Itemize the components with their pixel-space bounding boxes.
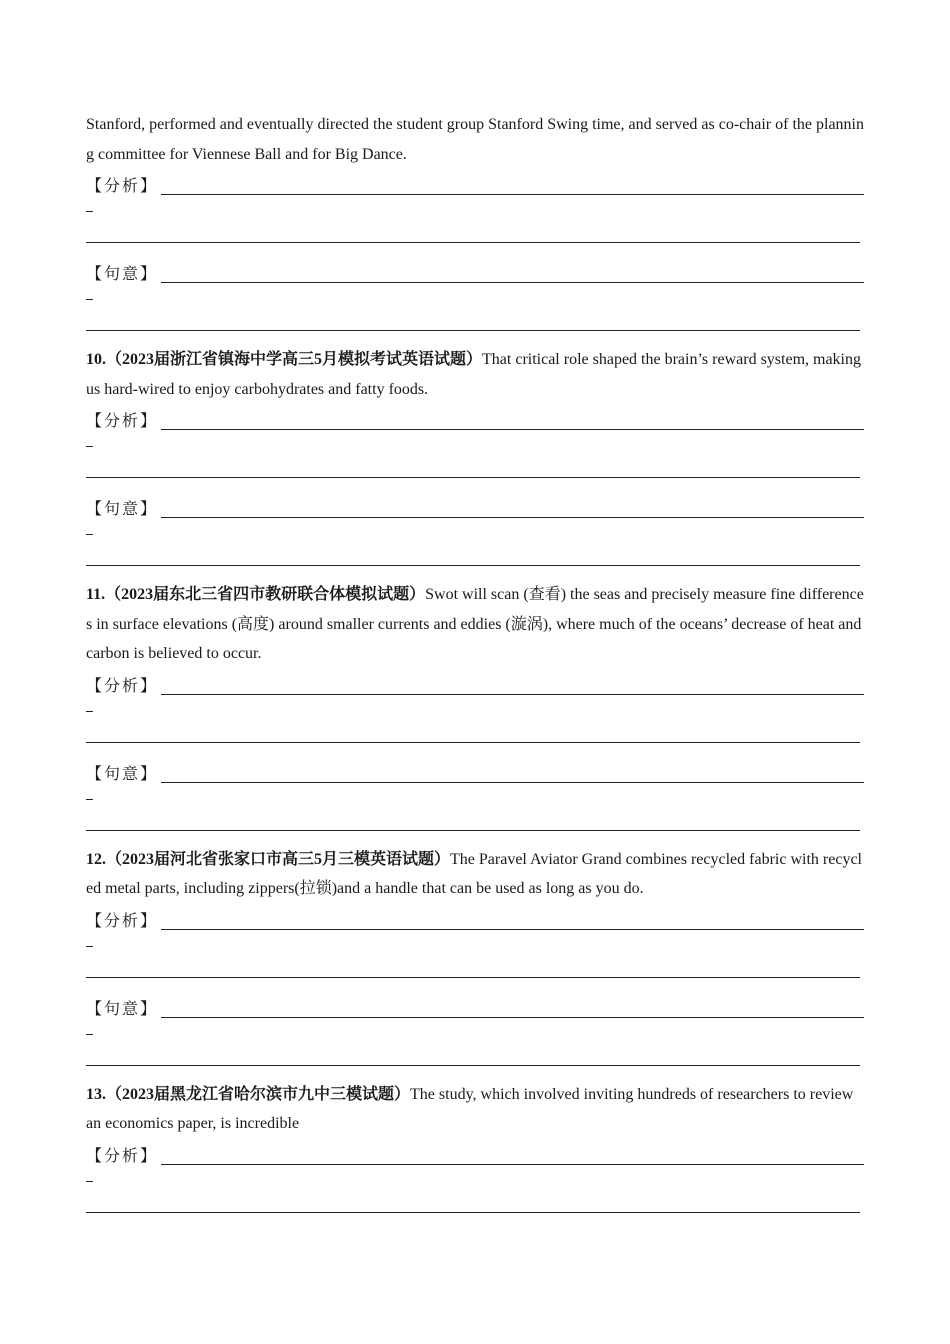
- meaning-label: 【句意】: [86, 765, 159, 783]
- answer-line[interactable]: [161, 762, 864, 783]
- question-9-continuation: Stanford, performed and eventually directed the student group Stanford Swing time, and served as co-chair of the planning committee for Viennese Ball and for Big Dance.: [86, 116, 864, 163]
- answer-line[interactable]: [161, 909, 864, 930]
- question-source: （2023届黑龙江省哈尔滨市九中三模试题）: [106, 1085, 411, 1103]
- dash-row: [86, 199, 864, 228]
- meaning-label: 【句意】: [86, 266, 159, 283]
- analysis-field-11[interactable]: [86, 670, 864, 699]
- short-dash: [86, 711, 93, 712]
- short-dash: [86, 799, 93, 800]
- analysis-field-10[interactable]: [86, 405, 864, 434]
- analysis-field-12[interactable]: [86, 905, 864, 934]
- question-number: 10.: [86, 351, 106, 368]
- question-11: [86, 580, 864, 669]
- question-text: That critical role shaped the brain’s reward system, making us hard-wired to enjoy carbohydrates and fatty foods.: [86, 351, 861, 398]
- answer-line-full[interactable]: [86, 816, 864, 845]
- analysis-label: 【分析】: [86, 178, 159, 195]
- question-number: 13.: [86, 1085, 106, 1103]
- short-dash: [86, 1181, 93, 1182]
- dash-row: [86, 787, 864, 816]
- question-source: （2023届河北省张家口市高三5月三模英语试题）: [106, 850, 451, 868]
- answer-line-full[interactable]: [86, 963, 864, 992]
- analysis-field-9[interactable]: [86, 170, 864, 199]
- analysis-label: 【分析】: [86, 1147, 159, 1165]
- answer-line-full[interactable]: [86, 551, 864, 580]
- short-dash: [86, 211, 93, 212]
- dash-row: [86, 287, 864, 316]
- answer-line[interactable]: [161, 262, 864, 283]
- meaning-label: 【句意】: [86, 1000, 159, 1018]
- short-dash: [86, 534, 93, 535]
- short-dash: [86, 946, 93, 947]
- question-10: [86, 345, 864, 404]
- question-text: The Paravel Aviator Grand combines recycled fabric with recycled metal parts, including zippers(拉锁)and a handle that can be used as long as you do.: [86, 850, 862, 897]
- short-dash: [86, 446, 93, 447]
- meaning-field-11[interactable]: [86, 758, 864, 787]
- answer-line[interactable]: [161, 497, 864, 518]
- answer-line[interactable]: [161, 997, 864, 1018]
- dash-row: [86, 699, 864, 728]
- answer-line-full[interactable]: [86, 463, 864, 492]
- answer-line[interactable]: [161, 174, 864, 195]
- short-dash: [86, 1034, 93, 1035]
- short-dash: [86, 299, 93, 300]
- analysis-label: 【分析】: [86, 413, 159, 430]
- answer-line-full[interactable]: [86, 728, 864, 757]
- meaning-field-12[interactable]: [86, 993, 864, 1022]
- question-13: [86, 1080, 864, 1139]
- dash-row: [86, 522, 864, 551]
- answer-line-full[interactable]: [86, 1051, 864, 1080]
- analysis-label: 【分析】: [86, 912, 159, 930]
- meaning-field-9[interactable]: [86, 258, 864, 287]
- question-source: （2023届浙江省镇海中学高三5月模拟考试英语试题）: [106, 351, 483, 368]
- dash-row: [86, 934, 864, 963]
- answer-line[interactable]: [161, 409, 864, 430]
- meaning-field-10[interactable]: [86, 493, 864, 522]
- dash-row: [86, 434, 864, 463]
- answer-line-full[interactable]: [86, 1198, 864, 1227]
- answer-line[interactable]: [161, 674, 864, 695]
- meaning-label: 【句意】: [86, 501, 159, 518]
- answer-line-full[interactable]: [86, 316, 864, 345]
- dash-row: [86, 1022, 864, 1051]
- answer-line[interactable]: [161, 1144, 864, 1165]
- question-text: Swot will scan (查看) the seas and precisely measure fine differences in surface elevations (高度) around smaller currents and eddies (漩涡), where much of the oceans’ decrease of heat and carbon is believed to occur.: [86, 586, 864, 662]
- document-content: [86, 110, 864, 1227]
- question-text: The study, which involved inviting hundreds of researchers to review an economics paper, is incredible: [86, 1085, 854, 1132]
- analysis-field-13[interactable]: [86, 1140, 864, 1169]
- question-source: （2023届东北三省四市教研联合体模拟试题）: [105, 586, 426, 603]
- question-number: 12.: [86, 850, 106, 868]
- question-number: 11.: [86, 586, 106, 603]
- answer-line-full[interactable]: [86, 228, 864, 257]
- analysis-label: 【分析】: [86, 677, 159, 695]
- dash-row: [86, 1169, 864, 1198]
- question-12: [86, 845, 864, 904]
